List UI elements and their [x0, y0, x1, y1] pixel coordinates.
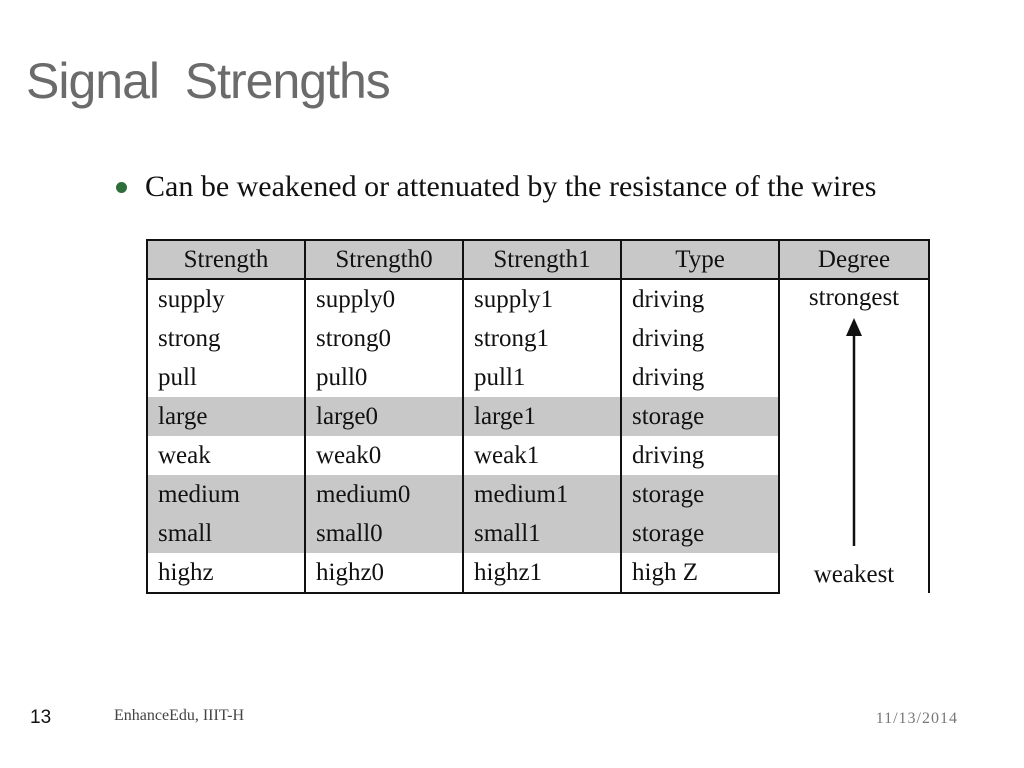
cell-strength1: strong1 [463, 319, 621, 358]
signal-strength-table [146, 239, 930, 594]
cell-strength: strong [147, 319, 305, 358]
cell-strength1: highz1 [463, 553, 621, 593]
bullet-item [116, 170, 876, 204]
cell-strength1: large1 [463, 397, 621, 436]
cell-strength0: weak0 [305, 436, 463, 475]
cell-type: storage [621, 475, 779, 514]
degree-weakest-label: weakest [813, 561, 895, 588]
bullet-text: Can be weakened or attenuated by the resistance of the wires [145, 170, 877, 203]
cell-strength1: small1 [463, 514, 621, 553]
cell-strength: large [147, 397, 305, 436]
cell-strength: small [147, 514, 305, 553]
cell-type: driving [621, 319, 779, 358]
cell-type: driving [621, 279, 779, 319]
cell-strength: highz [147, 553, 305, 593]
cell-type: storage [621, 514, 779, 553]
cell-type: driving [621, 358, 779, 397]
slide-title: Signal Strengths [26, 53, 390, 109]
footer-date: 11/13/2014 [875, 710, 958, 727]
cell-strength0: medium0 [305, 475, 463, 514]
cell-type: storage [621, 397, 779, 436]
cell-strength: weak [147, 436, 305, 475]
cell-strength: medium [147, 475, 305, 514]
cell-strength0: highz0 [305, 553, 463, 593]
table-row [147, 279, 929, 319]
cell-type: driving [621, 436, 779, 475]
cell-strength0: pull0 [305, 358, 463, 397]
header-strength0: Strength0 [305, 240, 463, 279]
cell-strength1: weak1 [463, 436, 621, 475]
table-header-row [147, 240, 929, 279]
cell-strength0: supply0 [305, 279, 463, 319]
cell-strength: supply [147, 279, 305, 319]
cell-strength0: strong0 [305, 319, 463, 358]
bullet-dot-icon [116, 182, 127, 193]
header-strength: Strength [147, 240, 305, 279]
cell-strength0: large0 [305, 397, 463, 436]
header-type: Type [621, 240, 779, 279]
cell-strength1: medium1 [463, 475, 621, 514]
header-degree: Degree [779, 240, 929, 279]
cell-strength: pull [147, 358, 305, 397]
cell-strength0: small0 [305, 514, 463, 553]
cell-strength1: pull1 [463, 358, 621, 397]
arrow-up-icon [846, 318, 862, 546]
page-number: 13 [30, 707, 52, 728]
degree-column [779, 279, 929, 593]
degree-strongest-label: strongest [808, 284, 900, 311]
cell-type: high Z [621, 553, 779, 593]
footer-organization: EnhanceEdu, IIIT-H [114, 707, 245, 724]
cell-strength1: supply1 [463, 279, 621, 319]
header-strength1: Strength1 [463, 240, 621, 279]
